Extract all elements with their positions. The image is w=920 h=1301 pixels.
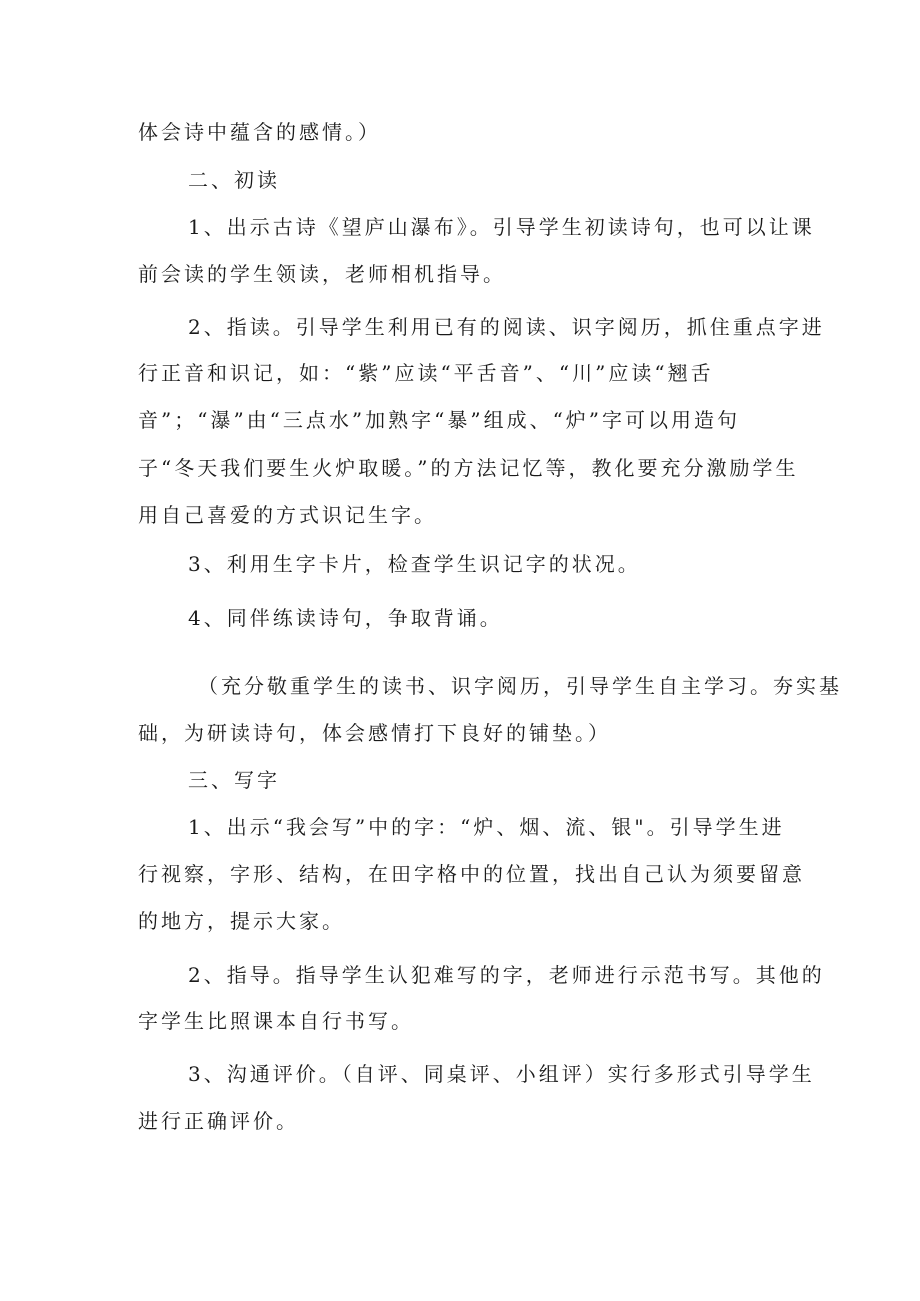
section-heading: 三、写字 xyxy=(188,768,280,792)
text-line: 字学生比照课本自行书写。 xyxy=(138,1009,414,1033)
text-line: 的地方，提示大家。 xyxy=(138,909,345,933)
text-line: 用自己喜爱的方式识记生字。 xyxy=(138,503,437,527)
text-line: 2、指读。引导学生利用已有的阅读、识字阅历，抓住重点字进 xyxy=(188,315,825,339)
text-line: 行视察，字形、结构，在田字格中的位置，找出自己认为须要留意 xyxy=(138,862,805,886)
text-line: 1、出示“我会写”中的字：“炉、烟、流、银"。引导学生进 xyxy=(188,815,785,839)
text-line: 前会读的学生领读，老师相机指导。 xyxy=(138,262,506,286)
text-line: 行正音和识记，如：“紫”应读“平舌音”、“川”应读“翘舌 xyxy=(138,361,714,385)
text-line: 进行正确评价。 xyxy=(138,1109,299,1133)
section-heading: 二、初读 xyxy=(188,168,280,192)
text-line: 1、出示古诗《望庐山瀑布》。引导学生初读诗句，也可以让课 xyxy=(188,215,815,239)
text-line: 3、沟通评价。（自评、同桌评、小组评）实行多形式引导学生 xyxy=(188,1062,815,1086)
text-line: 体会诗中蕴含的感情。） xyxy=(138,120,381,144)
text-line: 子“冬天我们要生火炉取暖。”的方法记忆等，教化要充分激励学生 xyxy=(138,456,799,480)
text-line: 2、指导。指导学生认犯难写的字，老师进行示范书写。其他的 xyxy=(188,963,825,987)
text-line: 4、同伴练读诗句，争取背诵。 xyxy=(188,606,503,630)
text-line: （充分敬重学生的读书、识字阅历，引导学生自主学习。夯实基 xyxy=(198,674,842,698)
text-line: 音”；“瀑”由“三点水”加熟字“暴”组成、“炉”字可以用造句 xyxy=(138,408,741,432)
text-line: 3、利用生字卡片，检查学生识记字的状况。 xyxy=(188,552,641,576)
text-line: 础，为研读诗句，体会感情打下良好的铺垫。） xyxy=(138,721,611,745)
